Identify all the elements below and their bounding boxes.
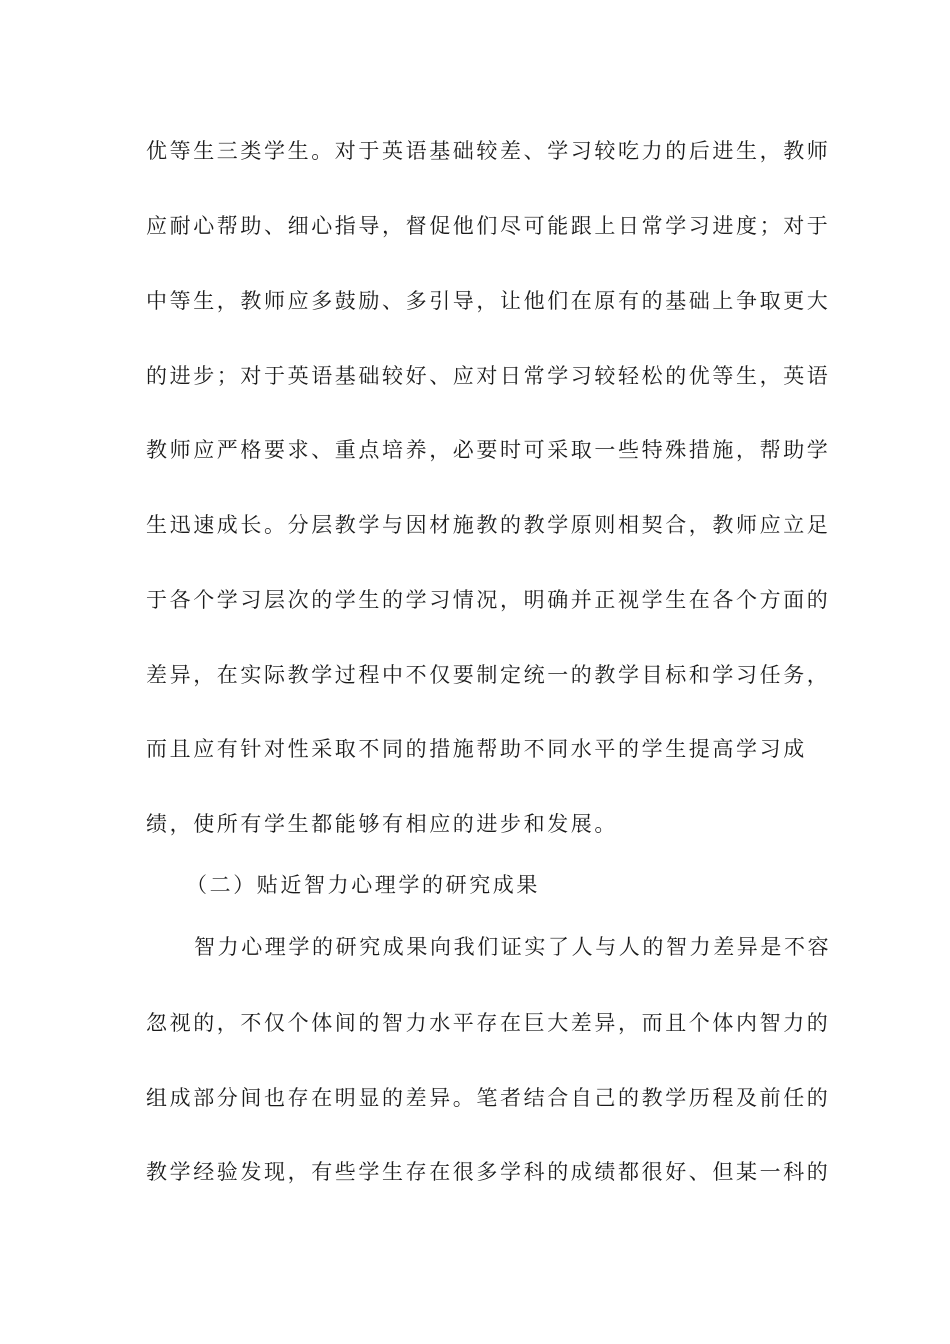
paragraph-line: 而且应有针对性采取不同的措施帮助不同水平的学生提高学习成 — [146, 737, 807, 761]
paragraph-line: 教学经验发现，有些学生存在很多学科的成绩都很好、但某一科的 — [146, 1160, 831, 1184]
paragraph-line: 组成部分间也存在明显的差异。笔者结合自己的教学历程及前任的 — [146, 1086, 831, 1110]
paragraph-line: 差异，在实际教学过程中不仅要制定统一的教学目标和学习任务， — [146, 663, 831, 687]
paragraph-line: 教师应严格要求、重点培养，必要时可采取一些特殊措施，帮助学 — [146, 438, 831, 462]
paragraph-line: 应耐心帮助、细心指导，督促他们尽可能跟上日常学习进度；对于 — [146, 214, 831, 238]
paragraph-line: 绩，使所有学生都能够有相应的进步和发展。 — [146, 812, 618, 836]
paragraph-line: 的进步；对于英语基础较好、应对日常学习较轻松的优等生，英语 — [146, 364, 831, 388]
paragraph-line: 于各个学习层次的学生的学习情况，明确并正视学生在各个方面的 — [146, 588, 831, 612]
section-heading: （二）贴近智力心理学的研究成果 — [186, 873, 540, 897]
paragraph-line: 智力心理学的研究成果向我们证实了人与人的智力差异是不容 — [194, 935, 832, 959]
paragraph-line: 忽视的，不仅个体间的智力水平存在巨大差异，而且个体内智力的 — [146, 1011, 831, 1035]
paragraph-line: 生迅速成长。分层教学与因材施教的教学原则相契合，教师应立足 — [146, 513, 831, 537]
paragraph-line: 中等生，教师应多鼓励、多引导，让他们在原有的基础上争取更大 — [146, 289, 831, 313]
paragraph-line: 优等生三类学生。对于英语基础较差、学习较吃力的后进生，教师 — [146, 139, 831, 163]
